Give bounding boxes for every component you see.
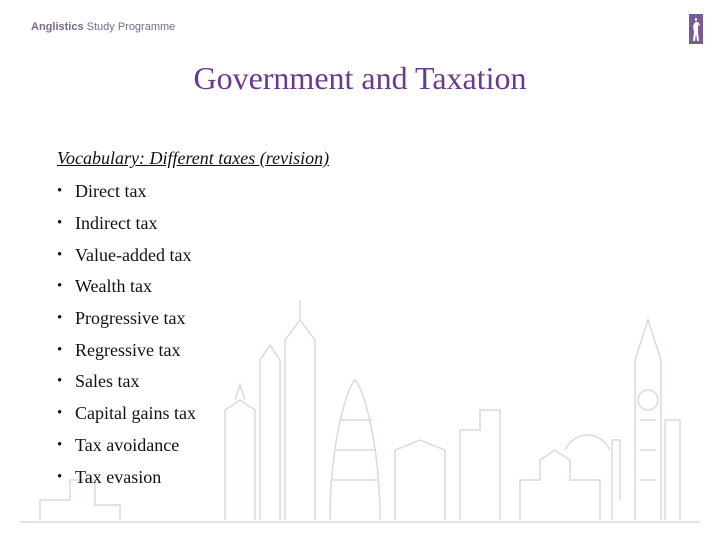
list-item: [57, 303, 196, 335]
bullet-icon: •: [57, 183, 63, 200]
list-item: [57, 176, 196, 208]
bullet-icon: •: [57, 468, 63, 485]
bullet-icon: •: [57, 341, 63, 358]
tax-vocabulary-list: [57, 176, 196, 493]
list-item: [57, 398, 196, 430]
list-item: [57, 271, 196, 303]
list-item-label: Tax avoidance: [75, 434, 180, 455]
list-item-label: Sales tax: [75, 371, 140, 392]
list-item-label: Indirect tax: [75, 213, 158, 234]
list-item: [57, 334, 196, 366]
list-item: [57, 239, 196, 271]
list-item: [57, 461, 196, 493]
list-item-label: Value-added tax: [75, 244, 192, 265]
list-item-label: Progressive tax: [75, 308, 186, 329]
list-item-label: Tax evasion: [75, 466, 162, 487]
list-item-label: Wealth tax: [75, 276, 153, 297]
bullet-icon: •: [57, 278, 63, 295]
list-item-label: Direct tax: [75, 181, 147, 202]
list-item-label: Capital gains tax: [75, 403, 196, 424]
header-program-label: [31, 21, 175, 33]
page-title: Government and Taxation: [193, 60, 527, 96]
list-item: [57, 208, 196, 240]
bullet-icon: •: [57, 405, 63, 422]
bullet-icon: •: [57, 436, 63, 453]
bullet-icon: •: [57, 310, 63, 327]
list-item: [57, 366, 196, 398]
bullet-icon: •: [57, 246, 63, 263]
program-name: Study Programme: [83, 21, 176, 33]
bullet-icon: •: [57, 215, 63, 232]
bullet-icon: •: [57, 373, 63, 390]
figure-statue-icon: [689, 14, 703, 44]
list-item: [57, 430, 196, 462]
list-item-label: Regressive tax: [75, 339, 181, 360]
brand-name: Anglistics: [31, 21, 84, 33]
section-heading: Vocabulary: Different taxes (revision): [57, 148, 330, 168]
